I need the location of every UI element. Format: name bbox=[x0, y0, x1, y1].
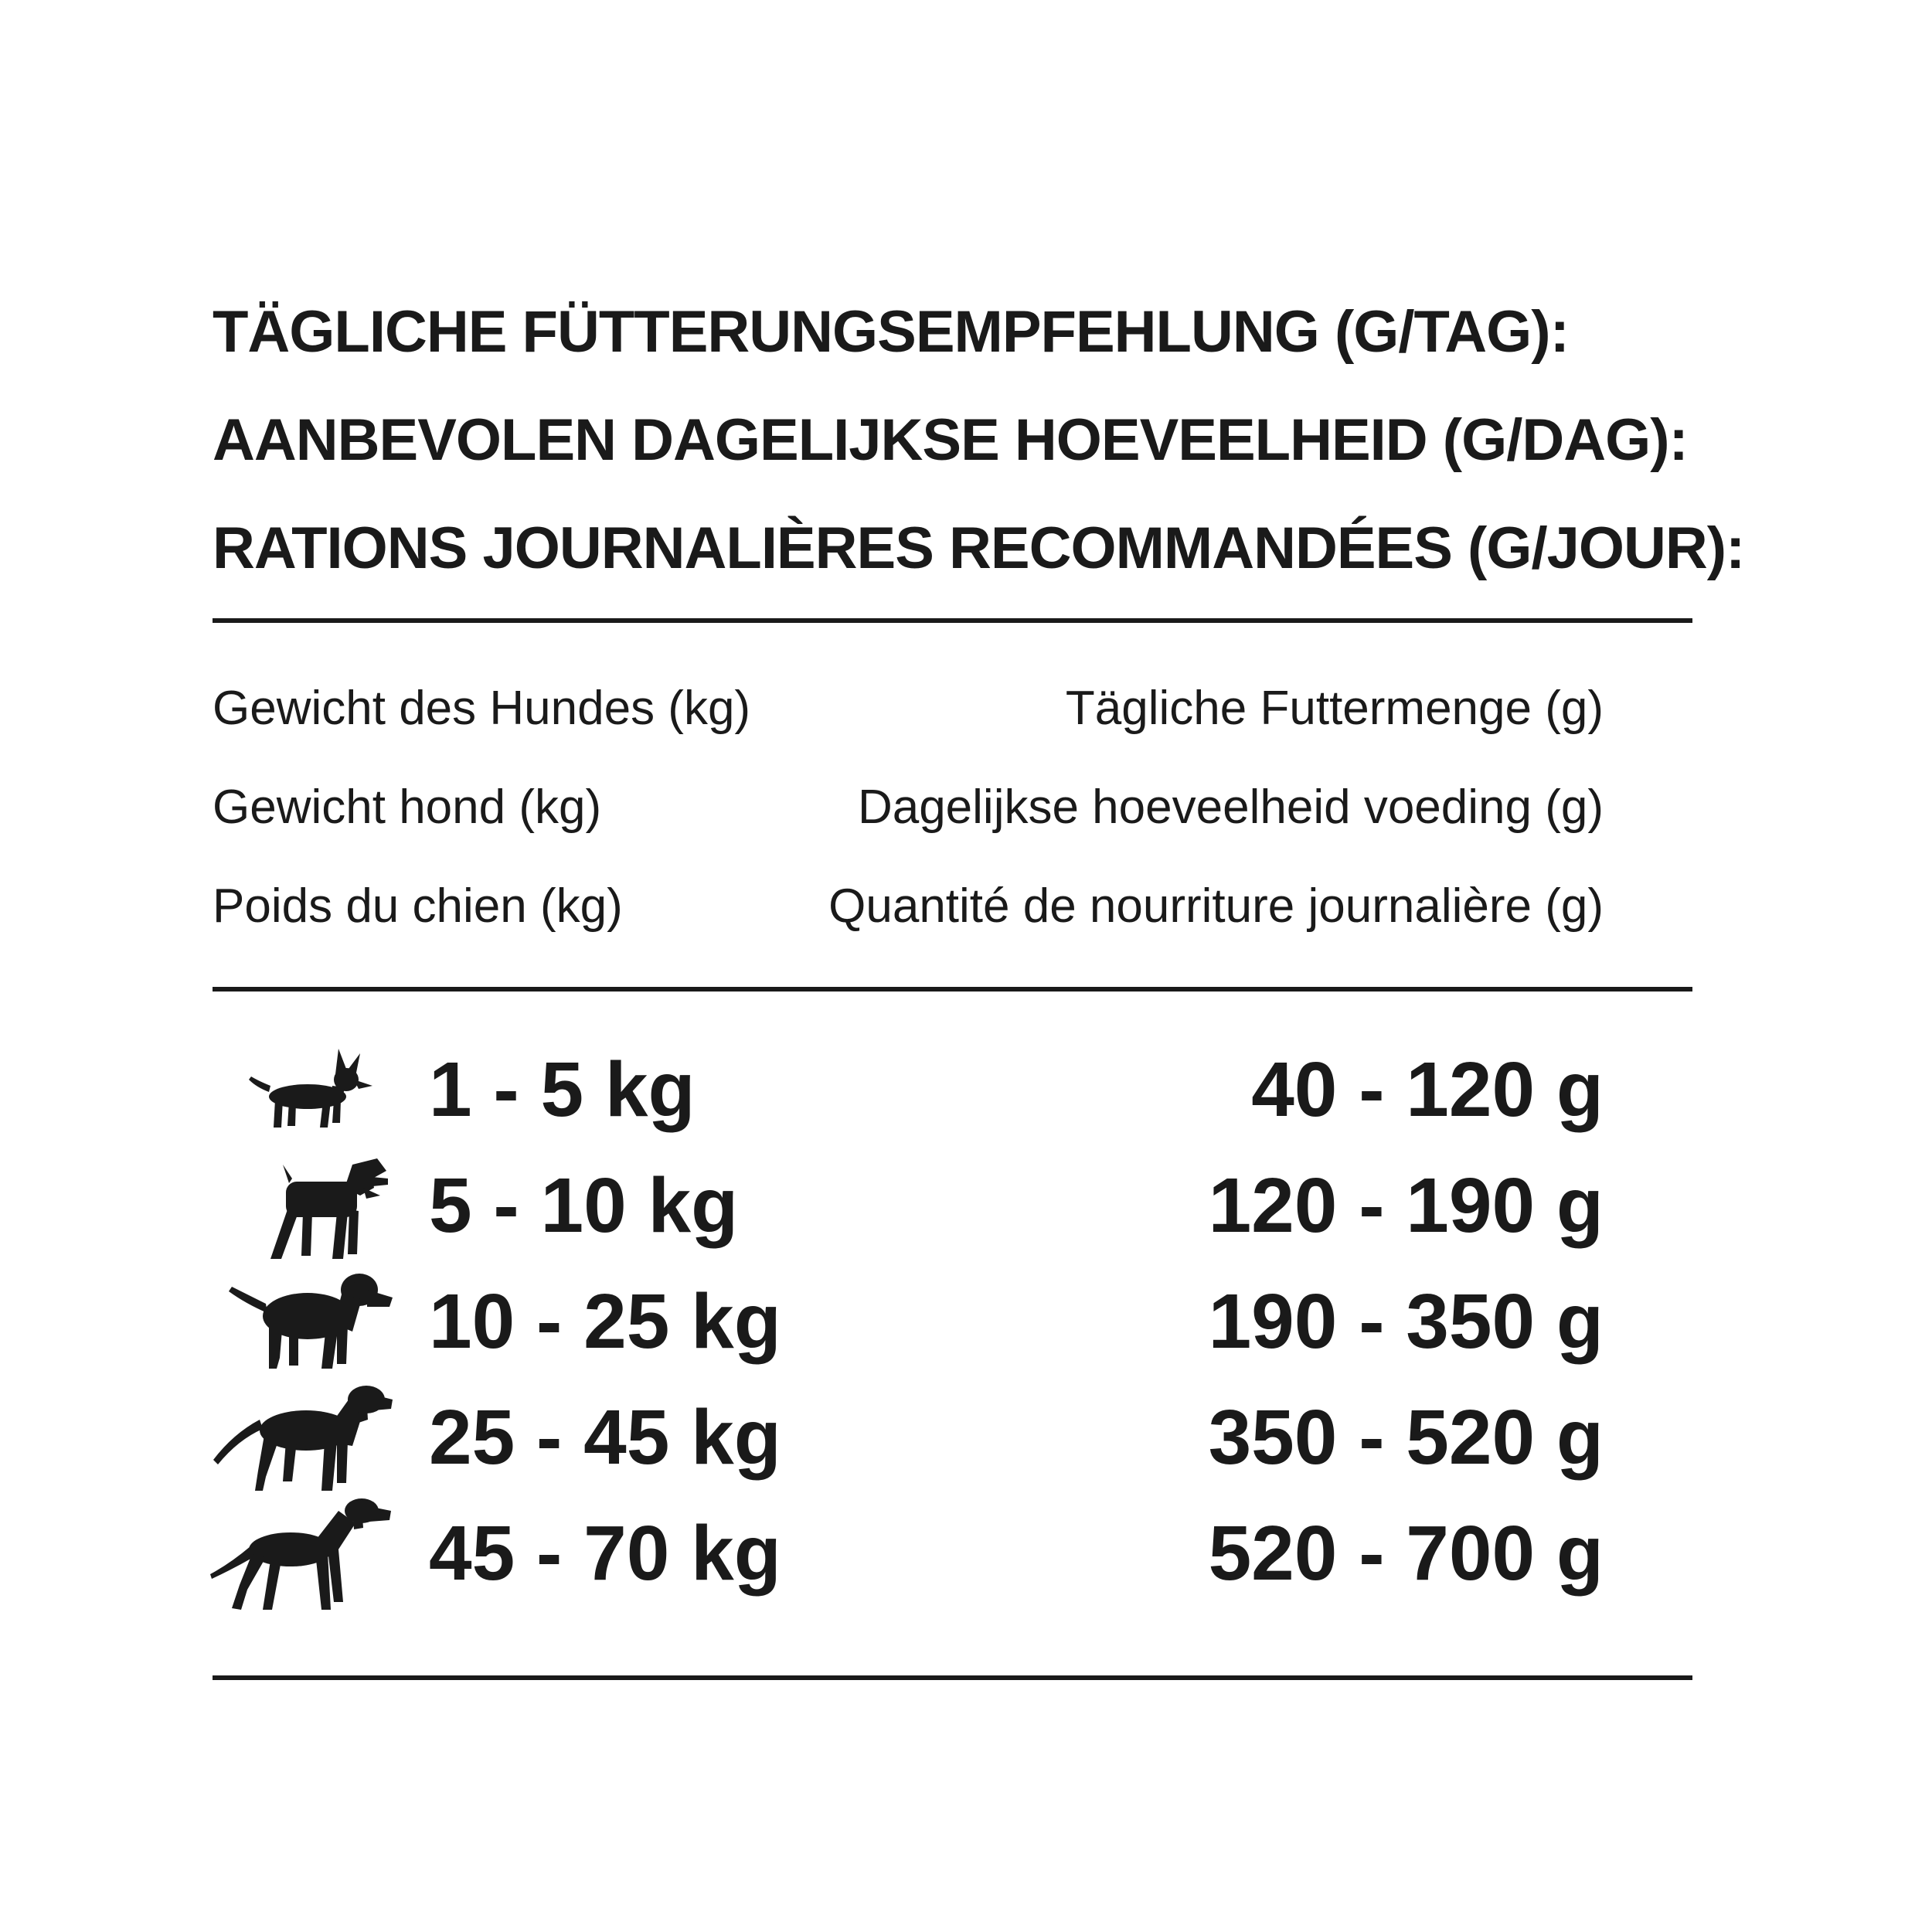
giant-dog-icon bbox=[209, 1495, 394, 1611]
header-row-french bbox=[213, 872, 1604, 941]
middle-divider bbox=[213, 987, 1692, 992]
weight-range: 5 - 10 kg bbox=[429, 1162, 739, 1249]
header-row-german bbox=[213, 674, 1604, 743]
weight-range: 10 - 25 kg bbox=[429, 1278, 781, 1365]
weight-header-german: Gewicht des Hundes (kg) bbox=[213, 682, 751, 735]
bottom-divider bbox=[213, 1675, 1692, 1680]
food-amount: 190 - 350 g bbox=[1208, 1278, 1604, 1365]
header-row-dutch bbox=[213, 773, 1604, 842]
food-amount: 520 - 700 g bbox=[1208, 1510, 1604, 1597]
title-french: RATIONS JOURNALIÈRES RECOMMANDÉES (G/JOUR): bbox=[213, 515, 1745, 581]
small-dog-icon bbox=[209, 1032, 394, 1148]
table-row bbox=[209, 1379, 1604, 1495]
weight-header-dutch: Gewicht hond (kg) bbox=[213, 781, 602, 834]
food-amount: 120 - 190 g bbox=[1208, 1162, 1604, 1249]
title-dutch: AANBEVOLEN DAGELIJKSE HOEVEELHEID (G/DAG): bbox=[213, 407, 1688, 473]
weight-range: 45 - 70 kg bbox=[429, 1510, 781, 1597]
food-amount: 40 - 120 g bbox=[1251, 1046, 1604, 1133]
weight-range: 25 - 45 kg bbox=[429, 1394, 781, 1481]
amount-header-french: Quantité de nourriture journalière (g) bbox=[828, 879, 1604, 933]
feeding-titles bbox=[213, 278, 1744, 603]
large-dog-icon bbox=[209, 1379, 394, 1495]
medium-dog-icon bbox=[209, 1264, 394, 1379]
title-german: TÄGLICHE FÜTTERUNGSEMPFEHLUNG (G/TAG): bbox=[213, 299, 1569, 365]
table-row bbox=[209, 1032, 1604, 1148]
food-amount: 350 - 520 g bbox=[1208, 1394, 1604, 1481]
weight-header-french: Poids du chien (kg) bbox=[213, 879, 623, 933]
table-row bbox=[209, 1264, 1604, 1379]
terrier-dog-icon bbox=[209, 1148, 394, 1264]
table-row bbox=[209, 1495, 1604, 1611]
amount-header-dutch: Dagelijkse hoeveelheid voeding (g) bbox=[857, 781, 1604, 834]
table-row bbox=[209, 1148, 1604, 1264]
amount-header-german: Tägliche Futtermenge (g) bbox=[1065, 682, 1604, 735]
weight-range: 1 - 5 kg bbox=[429, 1046, 696, 1133]
top-divider bbox=[213, 618, 1692, 623]
